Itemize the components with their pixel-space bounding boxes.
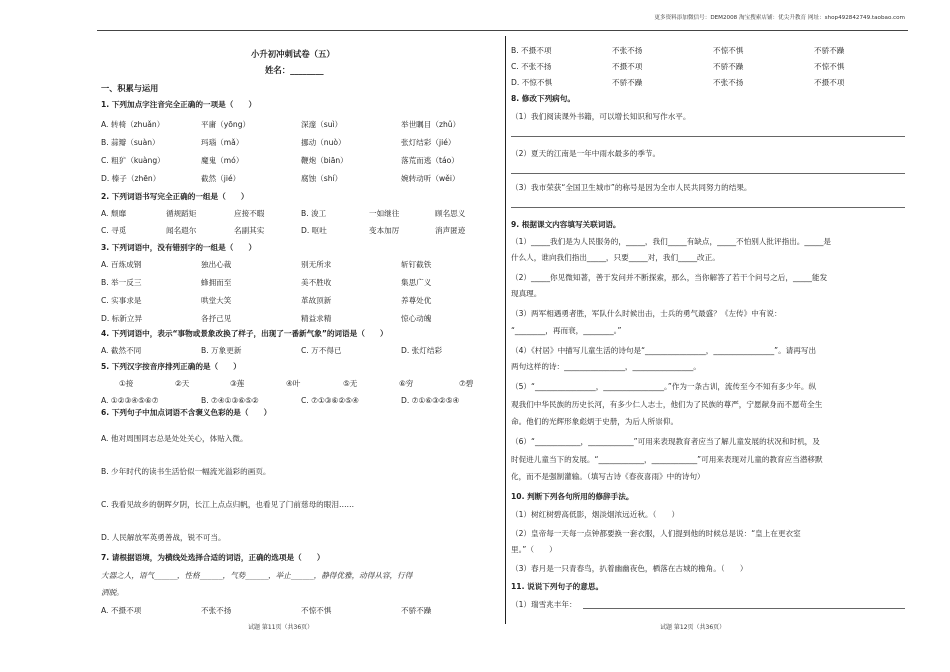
question-4: 4. 下列词语中，表示“事物或景象改换了样子，出现了一番新气象”的词语是（ ） (101, 329, 388, 338)
question-10: 10. 判断下列各句所用的修辞手法。 (511, 492, 634, 501)
option: 不张不扬 (713, 78, 744, 87)
option[interactable]: A. 他对周围同志总是处处关心，体贴入微。 (101, 434, 248, 443)
option[interactable]: C. 不张不扬 (511, 62, 552, 71)
section-heading: 一、积累与运用 (101, 83, 159, 93)
option: 婉转动听（wěi） (401, 174, 460, 183)
q9-line: （3）两军相遇勇者胜，军队什么时候出击，士兵的勇气最盛？《左传》中有说： (511, 309, 782, 318)
name-field[interactable]: 姓名：________ (265, 65, 324, 75)
q10-item: （2）皇帝每一天每一点钟都要换一套衣服，人们提到他的时候总是说：“皇上在更衣室 (511, 529, 801, 538)
option: 不惊不惧 (301, 606, 332, 615)
char: ①接 (119, 379, 134, 388)
page-header: 更多资料添加微信号：DEM2008 淘宝搜索店铺：优尖升教育 网址：shop492842749.taobao.com (654, 15, 905, 21)
option[interactable]: D. 不惊不惧 (511, 78, 553, 87)
q9-line: 时促进儿童当下的发展。“____________，____________”可用来表现对儿童的教育应当潜移默 (511, 455, 823, 464)
q9-line: 什么人，谁向我们指出_____，只要_____对，我们_____改正。 (511, 253, 720, 262)
option: 不惊不惧 (814, 62, 845, 71)
option: 不摄不项 (612, 62, 643, 71)
option: 哄堂大笑 (201, 296, 232, 305)
option[interactable]: B. 蒜瓣（suàn） (101, 138, 160, 147)
char: ⑦碧 (459, 379, 474, 388)
option: 深邃（suì） (301, 120, 343, 129)
question-2: 2. 下列词语书写完全正确的一组是（ ） (101, 192, 249, 201)
option[interactable]: C. 粗犷（kuàng） (101, 156, 165, 165)
q9-line: （2）_____你见微知著，善于发问并不断探索，那么，当你解答了若干个问号之后，_____能发 (511, 273, 828, 282)
q9-line: （6）“____________，____________”可用来表现教育者应当了解儿童发展的状况和时机，及 (511, 437, 820, 446)
q10-item: （3）春月是一只青春鸟，扒着幽幽夜色，栖落在古城的檐角。（ ） (511, 564, 748, 573)
char: ④叶 (286, 379, 301, 388)
option[interactable]: A. 不摄不项 (101, 606, 142, 615)
option: 别无所求 (301, 260, 332, 269)
option[interactable]: B. 万象更新 (201, 346, 242, 355)
answer-line[interactable] (583, 608, 905, 609)
option: 玛瑙（mǎ） (201, 138, 244, 147)
option: 应接不暇 (234, 209, 265, 218)
option: 魔鬼（mó） (201, 156, 244, 165)
option: 举世瞩目（zhǔ） (401, 120, 461, 129)
option: 消声匿迹 (435, 226, 466, 235)
q9-line: 化，而不是强制灌输。（填写古诗《春夜喜雨》中的诗句） (511, 472, 705, 481)
option: 革故顶新 (301, 296, 332, 305)
question-9: 9. 根据课文内容填写关联词语。 (511, 220, 621, 229)
option[interactable]: D. 人民解放军英勇善战，锐不可当。 (101, 533, 226, 542)
option: 挪动（nuò） (301, 138, 346, 147)
option[interactable]: C. ⑦①③⑥②⑤④ (301, 396, 359, 405)
q9-line: 现真理。 (511, 289, 542, 298)
question-5: 5. 下列汉字按音序排列正确的是（ ） (101, 362, 241, 371)
option[interactable]: D. ⑦①⑥③②⑤④ (401, 396, 460, 405)
char: ⑥穷 (399, 379, 414, 388)
option: 不骄不躁 (814, 46, 845, 55)
option[interactable]: A. 颓靡 (101, 209, 127, 218)
option: 惊心动魄 (401, 314, 432, 323)
option[interactable]: D. 呕吐 (301, 226, 327, 235)
option: 顾名思义 (435, 209, 466, 218)
q9-line: （4）《村居》中描写儿童生活的诗句是“________________，________________”。请再写出 (511, 346, 817, 355)
q7-passage: 洒脱。 (101, 588, 124, 597)
option: 各抒己见 (201, 314, 232, 323)
option: 落荒而逃（táo） (401, 156, 459, 165)
q7-passage: 大器之人，语气______，性格______，气势______，举止______，静得优雅，动得从容，行得 (101, 571, 413, 580)
q9-line: （1）_____我们是为人民服务的，_____，我们_____有缺点，_____不怕别人批评指出。_____是 (511, 237, 831, 246)
option[interactable]: C. 实事求是 (101, 296, 142, 305)
option: 截然（jié） (201, 174, 241, 183)
option: 闻名遐尔 (166, 226, 197, 235)
option[interactable]: D. 张灯结彩 (401, 346, 443, 355)
q8-item: （2）夏天的江南是一年中雨水最多的季节。 (511, 149, 661, 158)
option[interactable]: B. 少年时代的读书生活恰似一幅流光溢彩的画页。 (101, 467, 271, 476)
option[interactable]: B. 举一反三 (101, 278, 142, 287)
option: 平庸（yōng） (201, 120, 251, 129)
option[interactable]: A. 百炼成钢 (101, 260, 142, 269)
answer-line[interactable] (511, 207, 905, 208)
q9-line: 命。他们的光辉形象彪炳于史册，为后人所崇仰。 (511, 417, 679, 426)
question-1: 1. 下列加点字注音完全正确的一项是（ ） (101, 100, 257, 109)
question-6: 6. 下列句子中加点词语不含褒义色彩的是（ ） (101, 408, 272, 417)
q8-item: （1）我们阅读课外书籍，可以增长知识和写作水平。 (511, 112, 691, 121)
q9-line: 两句这样的诗：________________，________________。 (511, 362, 701, 371)
page-footer-left: 试题 第11页（共36页） (248, 624, 314, 631)
char: ②天 (175, 379, 190, 388)
option[interactable]: D. 榛子（zhēn） (101, 174, 161, 183)
option: 养尊处优 (401, 296, 432, 305)
q10-item: 里。”（ ） (511, 545, 557, 554)
question-3: 3. 下列词语中，没有错别字的一组是（ ） (101, 243, 257, 252)
q9-line: “________，再而衰，________。” (511, 326, 622, 335)
option: 不张不扬 (201, 606, 232, 615)
option[interactable]: A. ①②③④⑤⑥⑦ (101, 396, 159, 405)
option: 集思广义 (401, 278, 432, 287)
q11-item: （1）瑞雪兆丰年： (511, 600, 577, 609)
header-rule (97, 30, 908, 31)
answer-line[interactable] (511, 173, 905, 174)
option[interactable]: C. 我看见故乡的朝晖夕阴，长江上点点归帆，也看见了门前慈母的眼泪…… (101, 500, 355, 509)
option: 鞭炮（biān） (301, 156, 348, 165)
option: 精益求精 (301, 314, 332, 323)
question-7: 7. 请根据语境，为横线处选择合适的词语，正确的选项是（ ） (101, 553, 325, 562)
option: 不摄不项 (814, 78, 845, 87)
option: 不张不扬 (612, 46, 643, 55)
answer-line[interactable] (511, 136, 905, 137)
option[interactable]: B. 不摄不项 (511, 46, 552, 55)
q9-line: 观我们中华民族的历史长河，有多少仁人志士，他们为了民族的尊严，宁愿献身而不愿苟全生 (511, 400, 823, 409)
option: 循规蹈矩 (166, 209, 197, 218)
option: 一如继往 (369, 209, 400, 218)
option[interactable]: A. 截然不同 (101, 346, 142, 355)
page-footer-right: 试题 第12页（共36页） (660, 624, 726, 631)
option: 不惊不惧 (713, 46, 744, 55)
option[interactable]: B. ⑦④①③⑥⑤② (201, 396, 259, 405)
option: 张灯结彩（jié） (401, 138, 456, 147)
option: 斩钉截铁 (401, 260, 432, 269)
option: 腐蚀（shí） (301, 174, 343, 183)
option: 不骄不躁 (401, 606, 432, 615)
option: 不骄不躁 (612, 78, 643, 87)
option: 不骄不躁 (713, 62, 744, 71)
question-8: 8. 修改下列病句。 (511, 94, 575, 103)
column-divider (505, 36, 506, 624)
q8-item: （3）我市荣获“全国卫生城市”的称号是因为全市人民共同努力的结果。 (511, 183, 752, 192)
exam-title: 小升初冲刺试卷（五） (251, 49, 335, 59)
option[interactable]: B. 浚工 (301, 209, 327, 218)
option: 蜂拥而至 (201, 278, 232, 287)
option[interactable]: C. 寻觅 (101, 226, 127, 235)
option: 独出心裁 (201, 260, 232, 269)
char: ⑤无 (343, 379, 358, 388)
char: ③莲 (230, 379, 245, 388)
option: 变本加厉 (369, 226, 400, 235)
option[interactable]: C. 万不得已 (301, 346, 342, 355)
q9-line: （5）“________________，________________。”作为一条古训，流传至今不知有多少年。纵 (511, 382, 817, 391)
option[interactable]: A. 转椅（zhuǎn） (101, 120, 165, 129)
option: 名副其实 (234, 226, 265, 235)
q10-item: （1）树红树碧高低影，烟淡烟浓远近秋。（ ） (511, 510, 680, 519)
option[interactable]: D. 标新立异 (101, 314, 143, 323)
question-11: 11. 说说下列句子的意思。 (511, 582, 604, 591)
option: 美不胜收 (301, 278, 332, 287)
